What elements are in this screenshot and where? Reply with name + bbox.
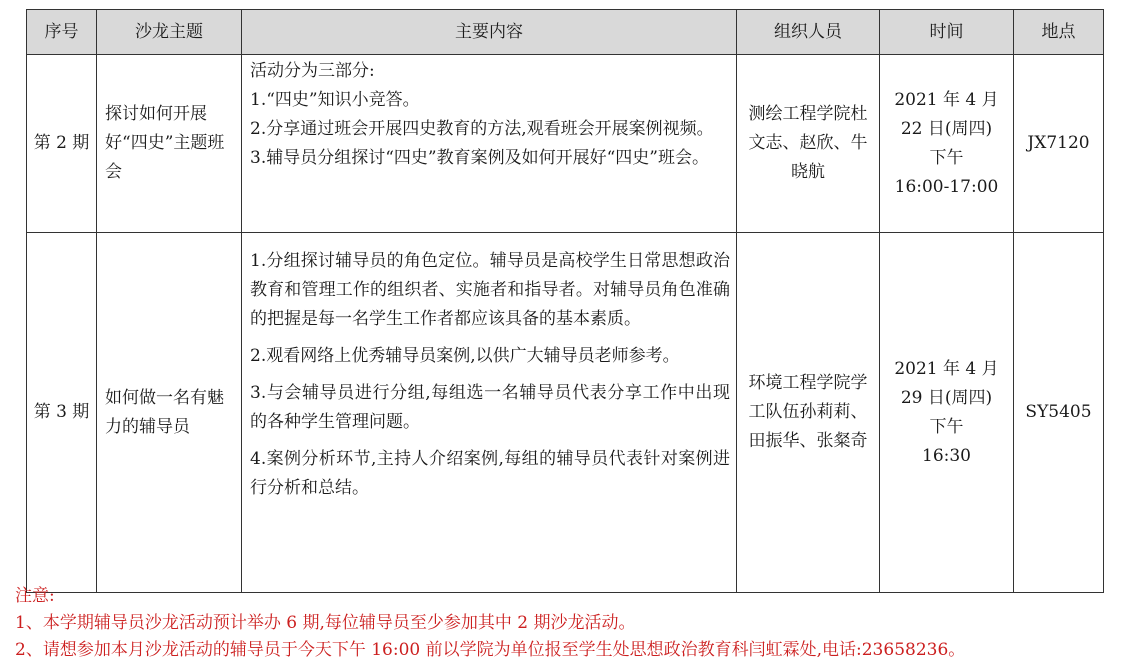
header-location: 地点 — [1014, 10, 1104, 55]
cell-location: JX7120 — [1014, 55, 1104, 233]
header-topic: 沙龙主题 — [97, 10, 242, 55]
cell-issue: 第 2 期 — [27, 55, 97, 233]
table-header-row — [27, 10, 1104, 55]
cell-topic: 探讨如何开展好“四史”主题班会 — [97, 55, 242, 233]
note-item: 1、本学期辅导员沙龙活动预计举办 6 期,每位辅导员至少参加其中 2 期沙龙活动。 — [15, 613, 636, 633]
cell-location: SY5405 — [1014, 233, 1104, 593]
content-line: 3.与会辅导员进行分组,每组选一名辅导员代表分享工作中出现的各种学生管理问题。 — [250, 383, 730, 432]
content-line: 1.“四史”知识小竞答。 — [250, 90, 420, 110]
content-line: 1.分组探讨辅导员的角色定位。辅导员是高校学生日常思想政治教育和管理工作的组织者、实施者和指导者。对辅导员角色准确的把握是每一名学生工作者都应该具备的基本素质。 — [250, 251, 730, 329]
header-organizers: 组织人员 — [737, 10, 880, 55]
content-line: 4.案例分析环节,主持人介绍案例,每组的辅导员代表针对案例进行分析和总结。 — [250, 449, 730, 498]
cell-content — [242, 55, 737, 233]
header-time: 时间 — [880, 10, 1014, 55]
table-row — [27, 55, 1104, 233]
content-line: 2.分享通过班会开展四史教育的方法,观看班会开展案例视频。 — [250, 119, 714, 139]
content-line: 活动分为三部分: — [250, 61, 375, 81]
cell-time — [880, 233, 1014, 593]
header-content: 主要内容 — [242, 10, 737, 55]
time-clock: 16:30 — [922, 445, 971, 466]
cell-organizers: 环境工程学院学工队伍孙莉莉、田振华、张粲奇 — [737, 233, 880, 593]
content-line: 3.辅导员分组探讨“四史”教育案例及如何开展好“四史”班会。 — [250, 148, 709, 168]
note-item: 2、请想参加本月沙龙活动的辅导员于今天下午 16:00 前以学院为单位报至学生处思想政治教育科闫虹霖处,电话:23658236。 — [15, 640, 966, 660]
cell-content — [242, 233, 737, 593]
time-period: 下午 — [929, 147, 964, 168]
notes-section — [15, 583, 965, 664]
time-date: 2021 年 4 月 29 日(周四) — [894, 358, 999, 408]
time-date: 2021 年 4 月 22 日(周四) — [894, 89, 999, 139]
cell-issue: 第 3 期 — [27, 233, 97, 593]
cell-organizers: 测绘工程学院杜文志、赵欣、牛晓航 — [737, 55, 880, 233]
cell-time — [880, 55, 1014, 233]
table-row — [27, 233, 1104, 593]
header-issue: 序号 — [27, 10, 97, 55]
time-clock: 16:00-17:00 — [894, 176, 999, 197]
salon-schedule-table — [26, 9, 1104, 593]
content-line: 2.观看网络上优秀辅导员案例,以供广大辅导员老师参考。 — [250, 346, 680, 366]
notes-title: 注意: — [15, 586, 55, 606]
cell-topic: 如何做一名有魅力的辅导员 — [97, 233, 242, 593]
time-period: 下午 — [929, 416, 964, 437]
